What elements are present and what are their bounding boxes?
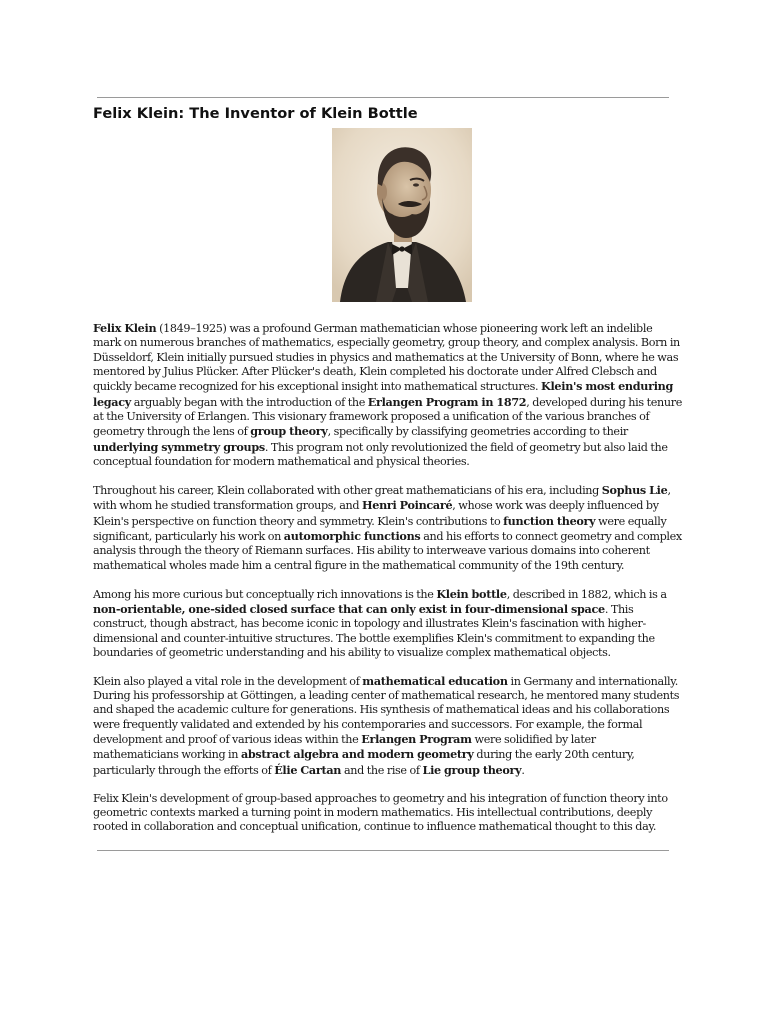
bold-term: Sophus Lie: [601, 482, 668, 497]
text-run: , described in 1882, which is a: [506, 587, 667, 601]
bold-term: Erlangen Program in 1872: [367, 394, 527, 409]
bold-term: non-orientable, one-sided closed surface that can only exist in four-dimensional space: [93, 601, 605, 616]
text-run: were equally significant, particularly his work on: [93, 514, 667, 543]
bold-term: Erlangen Program: [361, 732, 472, 747]
text-run: , specifically by classifying geometries according to their: [327, 425, 628, 439]
text-run: Felix Klein's development of group-based approaches to geometry and his integration of function theory into geometric contexts marked a turning point in modern mathematics. His intellectual contributions, deeply rooted in collaboration and conceptual unification, continue to influence mathematical thought to this day.: [93, 791, 668, 834]
text-run: Klein also played a vital role in the development of: [93, 674, 363, 688]
text-run: Among his more curious but conceptually rich innovations is the: [93, 587, 437, 601]
text-run: , whose work was deeply influenced by Klein's perspective on function theory and symmetry. Klein's contributions to: [93, 499, 659, 528]
bold-term: Lie group theory: [422, 762, 522, 777]
text-run: Throughout his career, Klein collaborated with other great mathematicians of his era, including: [93, 483, 602, 497]
bold-term: function theory: [503, 513, 596, 528]
bold-term: Felix Klein: [93, 321, 157, 335]
bold-term: group theory: [250, 424, 328, 439]
text-run: , developed during his tenure at the University of Erlangen. This visionary framework proposed a unification of the various branches of geometry through the lens of: [93, 395, 682, 439]
text-run: . This program not only revolutionized the field of geometry but also laid the conceptual foundation for modern mathematical and physical theories.: [93, 440, 668, 469]
paragraph: [93, 483, 683, 573]
paragraph: [93, 321, 683, 469]
text-run: were solidified by later mathematicians working in: [93, 733, 596, 762]
text-run: (1849–1925) was a profound German mathematician whose pioneering work left an indelible mark on numerous branches of mathematics, especially geometry, group theory, and complex analysis. Born in Düsseldorf, Klein initially pursued studies in physics and mathematics at the University of Bonn, where he was mentored by Julius Plücker. After Plücker's death, Klein completed his doctorate under Alfred Clebsch and quickly became recognized for his exceptional insight into mathematical structures.: [93, 322, 680, 394]
bold-term: Klein's most enduring legacy: [93, 379, 674, 409]
bold-term: Élie Cartan: [274, 762, 342, 777]
paragraph: [93, 674, 683, 778]
text-run: arguably began with the introduction of the: [130, 395, 368, 409]
bold-term: mathematical education: [362, 673, 508, 688]
text-run: and the rise of: [341, 763, 423, 777]
text-run: during the early 20th century, particularly through the efforts of: [93, 748, 635, 777]
text-run: , with whom he studied transformation groups, and: [93, 483, 671, 513]
bold-term: automorphic functions: [283, 528, 421, 543]
bold-term: abstract algebra and modern geometry: [240, 747, 474, 762]
text-run: in Germany and internationally. During his professorship at Göttingen, a leading center of mathematical research, he mentored many students and shaped the academic culture for generations. His synthesis of mathematical ideas and his collaborations were frequently validated and extended by his contemporaries and successors. For example, the formal development and proof of various ideas within the: [93, 674, 680, 747]
bottom-divider: [97, 850, 669, 851]
article-body: [93, 321, 683, 848]
text-run: .: [521, 763, 525, 777]
text-run: and his efforts to connect geometry and complex analysis through the theory of Riemann surfaces. His ability to interweave various domains into coherent mathematical wholes made him a central figure in the mathematical community of the 19th century.: [93, 529, 682, 572]
top-divider: [97, 97, 669, 98]
paragraph: [93, 792, 683, 835]
paragraph: [93, 587, 683, 661]
text-run: . This construct, though abstract, has become iconic in topology and illustrates Klein's fascination with higher-dimensional and counter-intuitive structures. The bottle exemplifies Klein's commitment to expanding the boundaries of geometric understanding and his ability to visualize complex mathematical objects.: [93, 602, 655, 659]
page-title: Felix Klein: The Inventor of Klein Bottle: [93, 105, 418, 122]
bold-term: underlying symmetry groups: [93, 439, 265, 454]
bold-term: Henri Poincaré: [362, 498, 453, 513]
bold-term: Klein bottle: [436, 586, 507, 601]
portrait-photo-icon: [332, 128, 472, 302]
